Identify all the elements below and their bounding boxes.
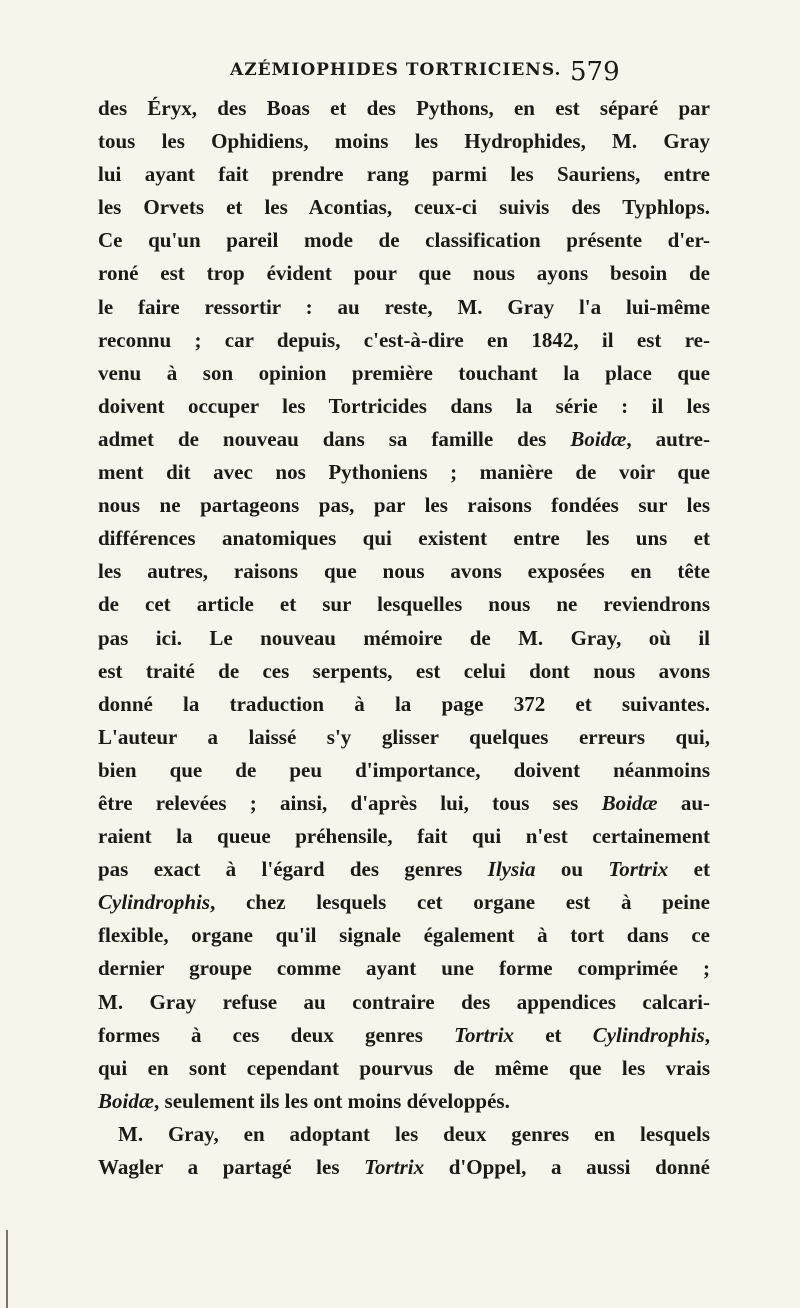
text-line: lui ayant fait prendre rang parmi les Sauriens, entre — [98, 162, 710, 187]
text-line: dernier groupe comme ayant une forme comprimée ; — [98, 956, 710, 981]
italic-taxon: Ilysia — [487, 857, 536, 882]
text-line: M. Gray, en adoptant les deux genres en lesquels — [118, 1121, 710, 1146]
italic-taxon: Tortrix — [454, 1022, 515, 1047]
text-line: les Orvets et les Acontias, ceux-ci suivis des Typhlops. — [98, 195, 710, 220]
body-text — [98, 92, 710, 1184]
text-line: est traité de ces serpents, est celui dont nous avons — [98, 658, 710, 683]
text-line: tous les Ophidiens, moins les Hydrophides, M. Gray — [98, 129, 710, 154]
text-line: reconnu ; car depuis, c'est-à-dire en 1842, il est re- — [98, 327, 710, 352]
text-line: M. Gray refuse au contraire des appendices calcari- — [98, 989, 710, 1014]
text-line: doivent occuper les Tortricides dans la série : il les — [98, 393, 710, 418]
text-line: roné est trop évident pour que nous ayons besoin de — [98, 261, 710, 286]
text-line: qui en sont cependant pourvus de même que les vrais — [98, 1055, 710, 1080]
italic-taxon: Cylindrophis — [98, 890, 211, 915]
text-line: le faire ressortir : au reste, M. Gray l'a lui-même — [98, 294, 710, 319]
italic-taxon: Boidæ — [570, 426, 627, 451]
text-line: pas exact à l'égard des genres Ilysia ou Tortrix et — [98, 857, 710, 882]
text-line: L'auteur a laissé s'y glisser quelques erreurs qui, — [98, 724, 710, 749]
text-line: ment dit avec nos Pythoniens ; manière de voir que — [98, 460, 710, 485]
text-line: admet de nouveau dans sa famille des Boidæ, autre- — [98, 426, 710, 451]
text-line: être relevées ; ainsi, d'après lui, tous ses Boidæ au- — [98, 790, 710, 815]
page-number: 579 — [570, 57, 620, 87]
text-line: bien que de peu d'importance, doivent néanmoins — [98, 757, 710, 782]
text-line: Wagler a partagé les Tortrix d'Oppel, a aussi donné — [98, 1155, 710, 1179]
text-line: venu à son opinion première touchant la place que — [98, 360, 710, 385]
text-line: différences anatomiques qui existent entre les uns et — [98, 526, 710, 551]
margin-rule — [6, 1230, 8, 1308]
text-line: flexible, organe qu'il signale également à tort dans ce — [98, 923, 710, 948]
text-line: Ce qu'un pareil mode de classification présente d'er- — [98, 228, 710, 253]
italic-taxon: Tortrix — [608, 857, 669, 882]
italic-taxon: Cylindrophis — [592, 1022, 705, 1047]
text-line: Cylindrophis, chez lesquels cet organe est à peine — [98, 890, 710, 915]
running-title: AZÉMIOPHIDES TORTRICIENS. — [230, 60, 562, 80]
text-line: les autres, raisons que nous avons exposées en tête — [98, 559, 710, 584]
italic-taxon: Boidæ — [601, 790, 658, 815]
text-line: raient la queue préhensile, fait qui n'est certainement — [98, 824, 710, 849]
text-line: de cet article et sur lesquelles nous ne reviendrons — [98, 592, 710, 617]
text-line: formes à ces deux genres Tortrix et Cylindrophis, — [98, 1022, 710, 1047]
text-line: donné la traduction à la page 372 et suivantes. — [98, 691, 710, 716]
text-line: Boidæ, seulement ils les ont moins développés. — [98, 1088, 510, 1113]
italic-taxon: Tortrix — [364, 1155, 425, 1179]
text-line: nous ne partageons pas, par les raisons fondées sur les — [98, 493, 710, 518]
text-line: pas ici. Le nouveau mémoire de M. Gray, où il — [98, 625, 710, 650]
italic-taxon: Boidæ — [98, 1088, 155, 1113]
text-line: des Éryx, des Boas et des Pythons, en est séparé par — [98, 96, 710, 120]
